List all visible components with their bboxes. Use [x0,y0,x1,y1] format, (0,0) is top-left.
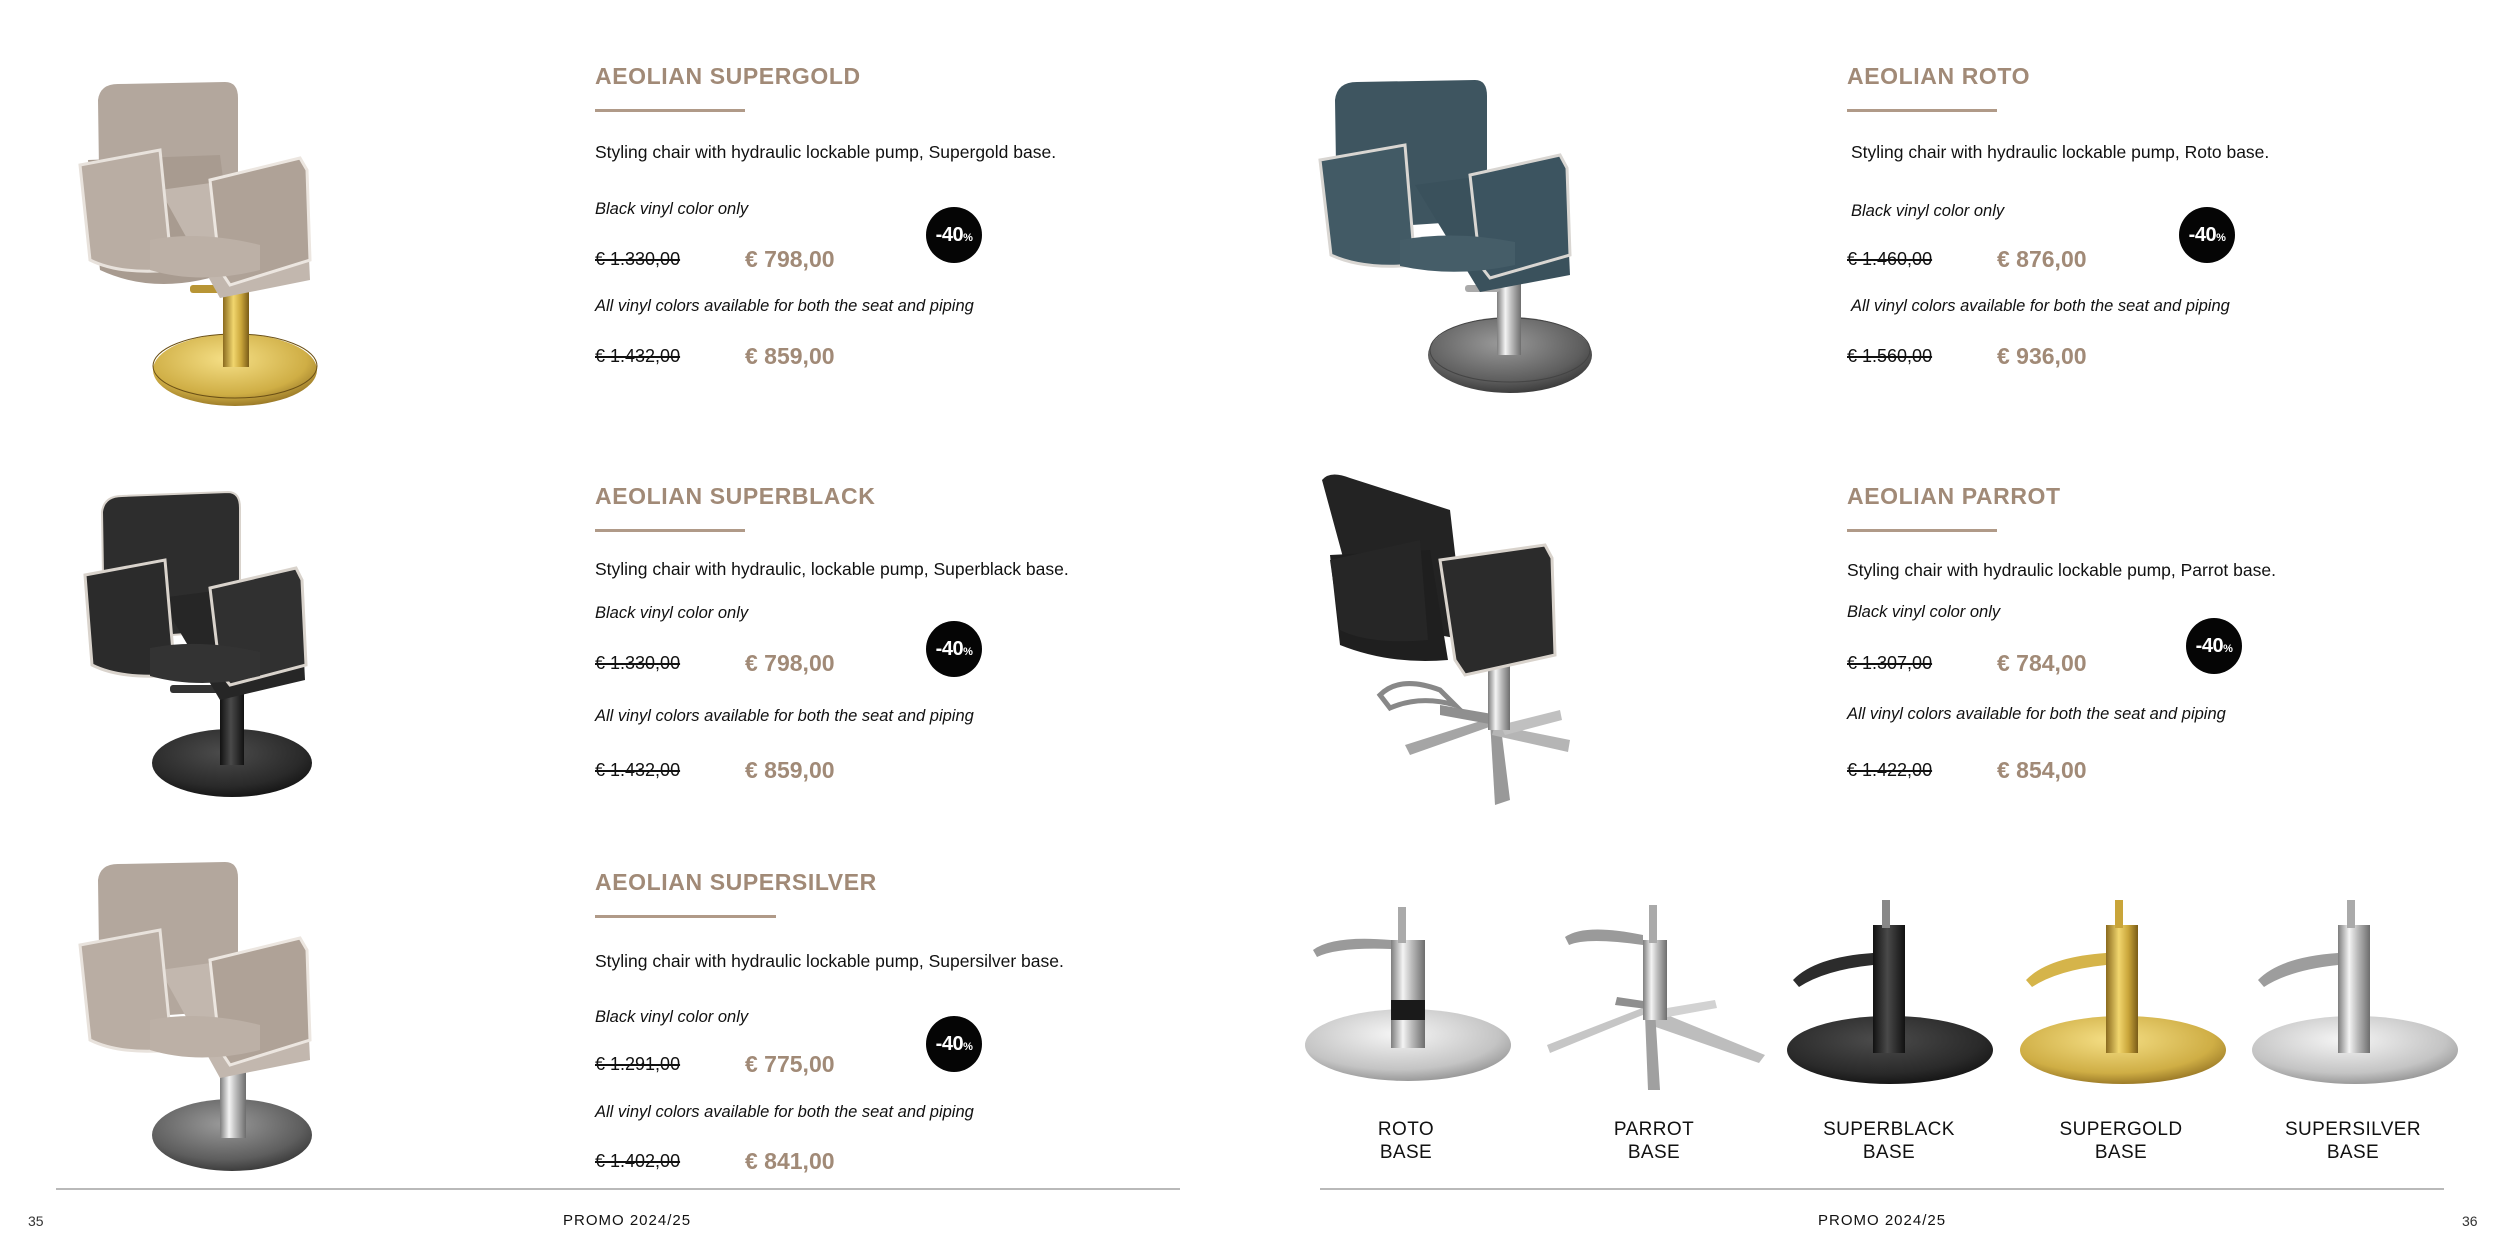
footer-divider [56,1188,1180,1190]
product-superblack [595,483,1155,803]
superblack-base-image [1785,895,1995,1095]
title-divider [1847,109,1997,112]
product-roto [1847,63,2407,383]
superblack-base-label: SUPERBLACK BASE [1823,1119,1955,1163]
old-price-all-colors: € 1.560,00 [1847,346,1933,366]
product-title: AEOLIAN SUPERGOLD [595,63,861,89]
new-price-all-colors: € 859,00 [745,343,835,369]
old-price-black: € 1.460,00 [1847,249,1933,269]
discount-badge: -40 % [2179,207,2235,263]
footer-promo-right: PROMO 2024/25 [1818,1212,1947,1229]
discount-badge: -40 % [926,207,982,263]
all-colors-note: All vinyl colors available for both the seat and piping [595,1103,974,1121]
product-title: AEOLIAN ROTO [1847,63,2031,89]
new-price-black: € 775,00 [745,1051,835,1077]
title-divider [595,109,745,112]
roto-base-image [1303,895,1513,1095]
old-price-black: € 1.307,00 [1847,653,1933,673]
roto-base-label: ROTO BASE [1377,1119,1435,1163]
new-price-all-colors: € 859,00 [745,757,835,783]
old-price-all-colors: € 1.402,00 [595,1151,681,1171]
black-vinyl-note: Black vinyl color only [595,200,749,218]
new-price-all-colors: € 936,00 [1997,343,2087,369]
product-title: AEOLIAN PARROT [1847,483,2061,509]
title-divider [595,915,776,918]
title-divider [1847,529,1997,532]
new-price-all-colors: € 854,00 [1997,757,2087,783]
footer-promo-left: PROMO 2024/25 [563,1212,692,1229]
all-colors-note: All vinyl colors available for both the seat and piping [1847,705,2226,723]
all-colors-note: All vinyl colors available for both the seat and piping [595,297,974,315]
new-price-black: € 784,00 [1997,650,2087,676]
new-price-all-colors: € 841,00 [745,1148,835,1174]
product-title: AEOLIAN SUPERBLACK [595,483,876,509]
product-supergold [595,63,1155,383]
discount-badge: -40 % [2186,618,2242,674]
parrot-base-label: PARROT BASE [1613,1119,1695,1163]
supergold-base-image [2018,895,2228,1095]
old-price-black: € 1.330,00 [595,653,681,673]
discount-badge: -40 % [926,621,982,677]
product-description: Styling chair with hydraulic lockable pump, Supersilver base. [595,951,1064,971]
product-description: Styling chair with hydraulic lockable pump, Roto base. [1851,142,2270,162]
supergold-base-label: SUPERGOLD BASE [2059,1119,2183,1163]
all-colors-note: All vinyl colors available for both the seat and piping [1851,297,2230,315]
old-price-all-colors: € 1.422,00 [1847,760,1933,780]
old-price-all-colors: € 1.432,00 [595,760,681,780]
old-price-all-colors: € 1.432,00 [595,346,681,366]
product-description: Styling chair with hydraulic, lockable pump, Superblack base. [595,559,1069,579]
old-price-black: € 1.291,00 [595,1054,681,1074]
parrot-chair-image [1300,470,1670,815]
supersilver-base-image [2250,895,2460,1095]
black-vinyl-note: Black vinyl color only [595,1008,749,1026]
roto-chair-image [1305,70,1665,405]
footer-divider [1320,1188,2444,1190]
all-colors-note: All vinyl colors available for both the seat and piping [595,707,974,725]
title-divider [595,529,745,532]
superblack-chair-image [60,480,420,810]
product-description: Styling chair with hydraulic lockable pump, Supergold base. [595,142,1057,162]
page-number-left: 35 [28,1213,44,1229]
page-number-right: 36 [2462,1213,2478,1229]
supersilver-base-label: SUPERSILVER BASE [2284,1119,2422,1163]
product-title: AEOLIAN SUPERSILVER [595,869,877,895]
product-description: Styling chair with hydraulic lockable pump, Parrot base. [1847,560,2276,580]
parrot-base-image [1545,895,1770,1095]
new-price-black: € 798,00 [745,650,835,676]
black-vinyl-note: Black vinyl color only [595,604,749,622]
new-price-black: € 798,00 [745,246,835,272]
black-vinyl-note: Black vinyl color only [1847,603,2001,621]
old-price-black: € 1.330,00 [595,249,681,269]
supergold-chair-image [60,70,420,415]
product-parrot [1847,483,2407,803]
black-vinyl-note: Black vinyl color only [1851,202,2005,220]
product-supersilver [595,869,1155,1189]
supersilver-chair-image [60,850,420,1180]
new-price-black: € 876,00 [1997,246,2087,272]
discount-badge: -40 % [926,1016,982,1072]
